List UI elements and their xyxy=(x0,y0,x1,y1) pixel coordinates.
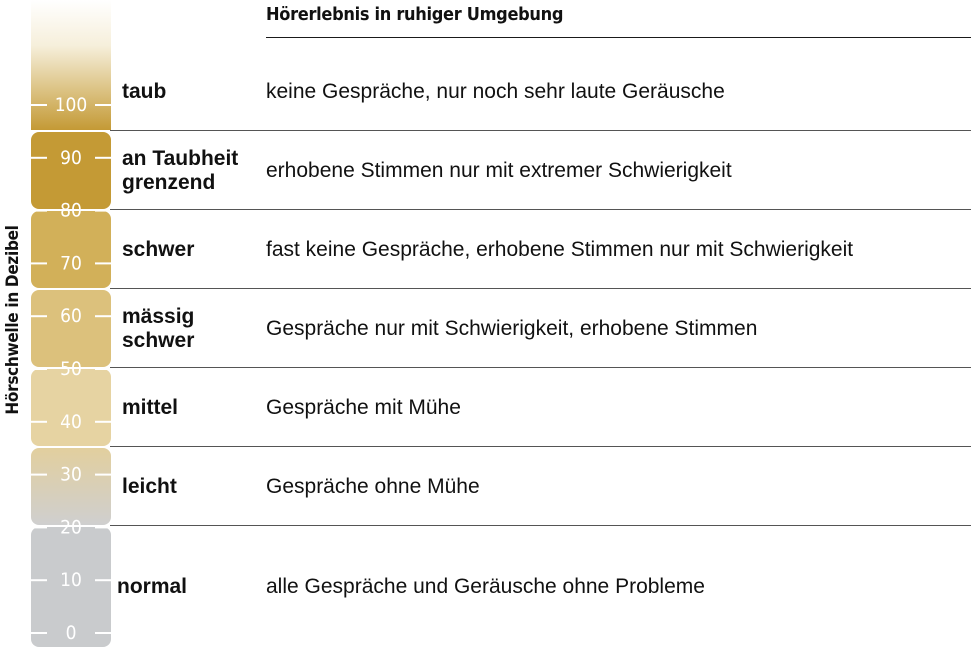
level-label-taub: taub xyxy=(122,79,167,103)
table-header: Hörerlebnis in ruhiger Umgebung xyxy=(266,4,564,25)
tick-label: 60 xyxy=(60,305,82,328)
table-row xyxy=(0,447,971,526)
level-label-mittel: mittel xyxy=(122,395,179,419)
level-description: Gespräche ohne Mühe xyxy=(266,474,480,498)
tick-label: 0 xyxy=(65,622,77,644)
tick-label: 90 xyxy=(60,146,82,169)
tick-label: 20 xyxy=(60,516,82,539)
tick-label: 10 xyxy=(60,569,82,592)
level-description: Gespräche mit Mühe xyxy=(266,395,461,419)
level-description: fast keine Gespräche, erhobene Stimmen nur mit Schwierigkeit xyxy=(266,237,854,261)
table-row xyxy=(0,131,971,210)
level-label-normal: normal xyxy=(117,574,188,598)
axis-title: Hörschwelle in Dezibel xyxy=(3,225,23,415)
table-row xyxy=(0,526,971,647)
level-description: alle Gespräche und Geräusche ohne Probleme xyxy=(266,574,705,598)
tick-label: 40 xyxy=(60,410,82,433)
level-label-maessig-schwer: mässig schwer xyxy=(122,304,195,352)
tick-label: 30 xyxy=(60,463,82,486)
table-row xyxy=(0,289,971,368)
header-rule xyxy=(266,37,971,38)
level-label-schwer: schwer xyxy=(122,237,195,261)
table-row xyxy=(0,368,971,447)
level-description: Gespräche nur mit Schwierigkeit, erhobene Stimmen xyxy=(266,316,758,340)
tick-label: 80 xyxy=(60,199,82,222)
tick-label: 100 xyxy=(54,94,88,116)
level-description: erhobene Stimmen nur mit extremer Schwierigkeit xyxy=(266,158,732,182)
tick-label: 70 xyxy=(60,252,82,275)
tick-label: 50 xyxy=(60,358,82,380)
level-label-an-taubheit-grenzend: an Taubheit grenzend xyxy=(122,146,239,194)
table-row xyxy=(0,210,971,289)
level-description: keine Gespräche, nur noch sehr laute Geräusche xyxy=(266,79,725,103)
table-row xyxy=(0,52,971,131)
level-label-leicht: leicht xyxy=(122,474,177,498)
